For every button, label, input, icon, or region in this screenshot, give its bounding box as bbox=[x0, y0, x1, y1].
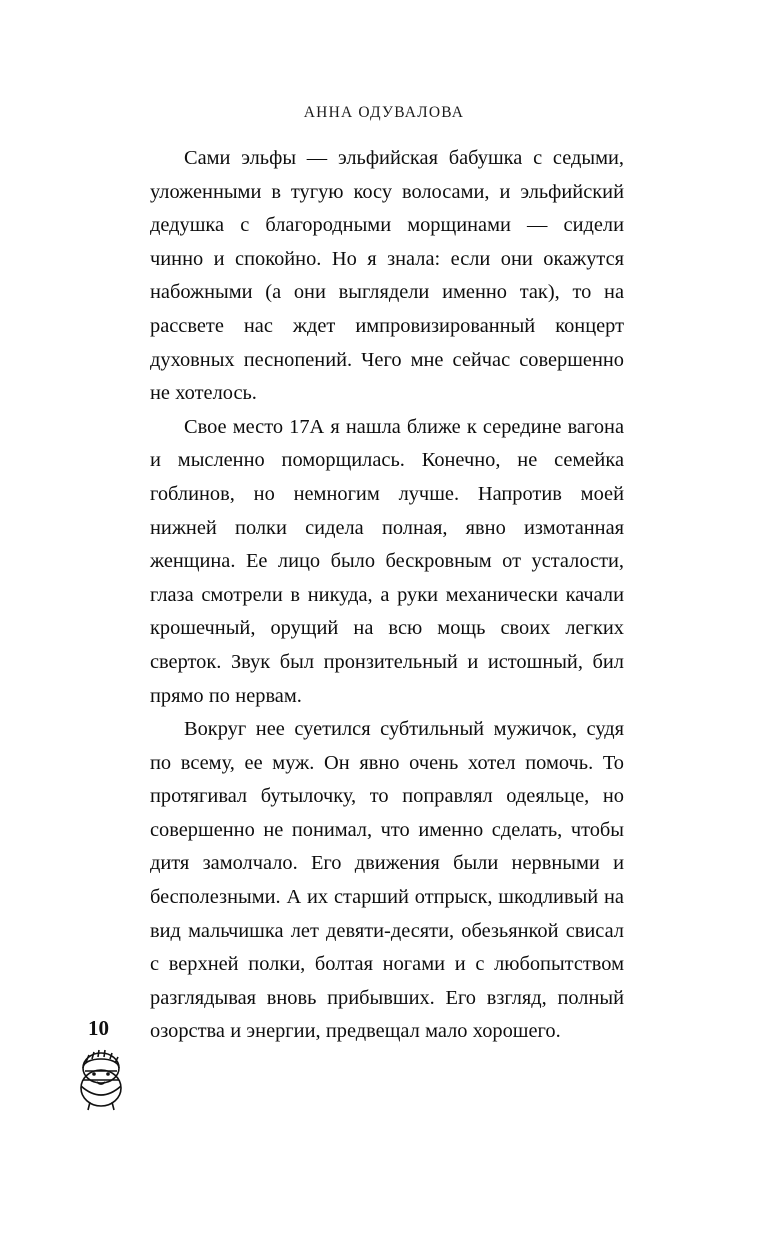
hedgehog-ornament-icon bbox=[70, 1042, 132, 1114]
running-head: АННА ОДУВАЛОВА bbox=[303, 104, 465, 121]
paragraph: Сами эльфы — эльфийская бабушка с седыми, уложенными в тугую косу волосами, и эльфийский дедушка с благородными морщинами — сидели чинно и спокойно. Но я знала: если они окажутся набожными (а они выглядели именно так), то на рассвете нас ждет импровизированный концерт духовных песнопений. Чего мне сейчас совершенно не хотелось. bbox=[150, 147, 624, 405]
body-text-column bbox=[150, 142, 624, 1049]
paragraph: Свое место 17А я нашла ближе к середине вагона и мысленно поморщилась. Конечно, не семейка гоблинов, но немногим лучше. Напротив моей нижней полки сидела полная, явно измотанная женщина. Ее лицо было бескровным от усталости, глаза смотрели в никуда, а руки механически качали крошечный, орущий на всю мощь своих легких сверток. Звук был пронзительный и истошный, бил прямо по нервам. bbox=[150, 415, 624, 707]
paragraph: Вокруг нее суетился субтильный мужичок, судя по всему, ее муж. Он явно очень хотел помочь. То протягивал бутылочку, то поправлял одеяльце, но совершенно не понимал, что именно сделать, чтобы дитя замолчало. Его движения были нервными и бесполезными. А их старший отпрыск, шкодливый на вид мальчишка лет девяти-десяти, обезьянкой свисал с верхней полки, болтая ногами и с любопытством разглядывая вновь прибывших. Его взгляд, полный озорства и энергии, предвещал мало хорошего. bbox=[150, 718, 624, 1043]
page-number: 10 bbox=[88, 1016, 109, 1040]
